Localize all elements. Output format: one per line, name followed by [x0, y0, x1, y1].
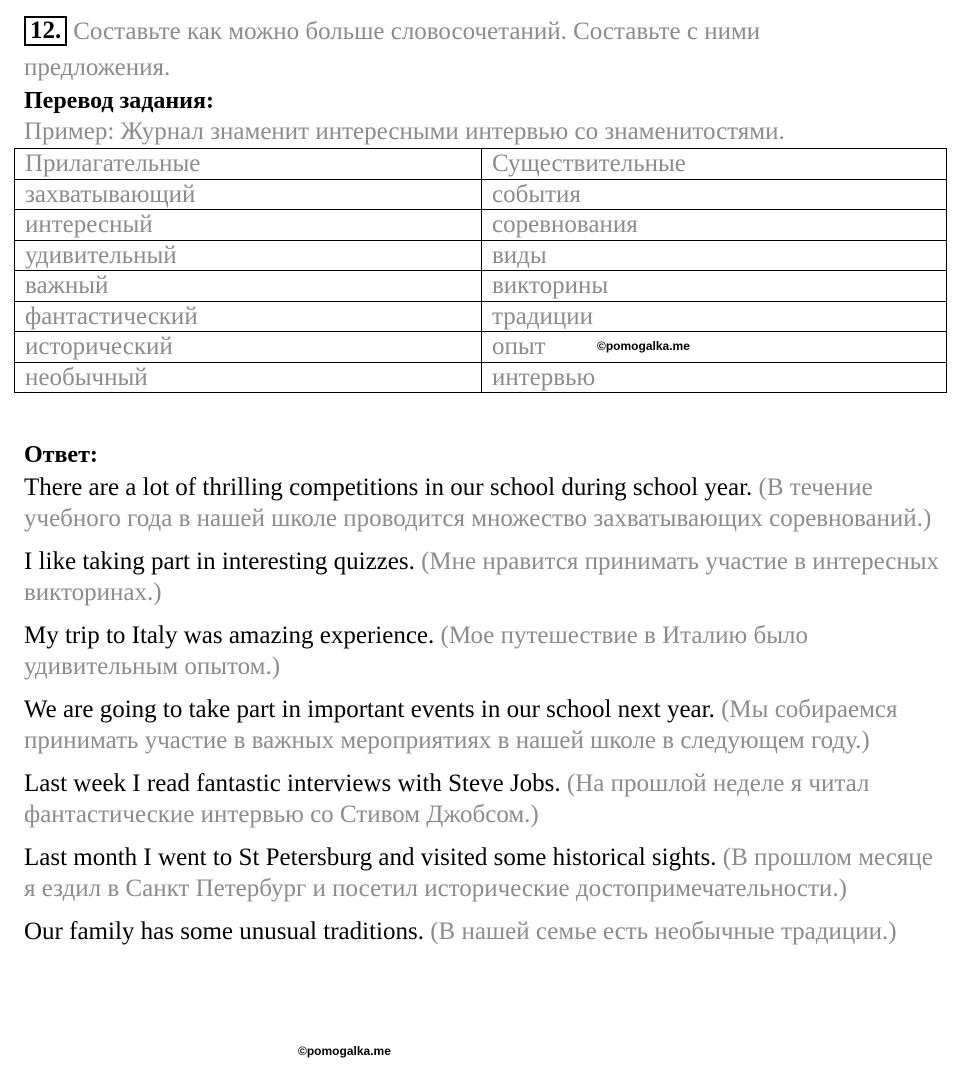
answer-russian: (Мы собираемся принимать участие в важных мероприятиях в нашей школе в следующем году.) — [24, 696, 898, 754]
table-row — [15, 271, 947, 302]
instruction-line-2: предложения. — [24, 54, 171, 81]
table-row — [15, 240, 947, 271]
header-nouns: Существительные — [482, 149, 947, 180]
word-table — [14, 148, 947, 393]
task-instruction — [24, 14, 948, 50]
adjective-cell: интересный — [15, 210, 482, 241]
answer-item — [24, 768, 944, 830]
noun-cell: соревнования — [482, 210, 947, 241]
table-row — [15, 301, 947, 332]
answer-russian: (В течение учебного года в нашей школе проводится множество захватывающих соревнований.) — [24, 474, 932, 532]
answer-item — [24, 472, 944, 534]
answer-english: I like taking part in interesting quizzes. — [24, 548, 415, 575]
adjective-cell: захватывающий — [15, 179, 482, 210]
noun-cell: события — [482, 179, 947, 210]
answer-russian: (На прошлой неделе я читал фантастические интервью со Стивом Джобсом.) — [24, 770, 870, 828]
noun-cell: викторины — [482, 271, 947, 302]
adjective-cell: исторический — [15, 332, 482, 363]
answer-russian: (Мне нравится принимать участие в интересных викторинах.) — [24, 548, 940, 606]
instruction-line-1: Составьте как можно больше словосочетаний. Составьте с ними — [73, 18, 761, 45]
answer-english: Last week I read fantastic interviews with Steve Jobs. — [24, 770, 561, 797]
answer-english: Last month I went to St Petersburg and visited some historical sights. — [24, 844, 717, 871]
table-row — [15, 362, 947, 393]
noun-cell: опыт — [482, 332, 947, 363]
header-adjectives: Прилагательные — [15, 149, 482, 180]
noun-cell: интервью — [482, 362, 947, 393]
adjective-cell: удивительный — [15, 240, 482, 271]
answer-title: Ответ: — [24, 442, 98, 468]
answer-item — [24, 916, 944, 947]
answer-english: My trip to Italy was amazing experience. — [24, 622, 435, 649]
adjective-cell: фантастический — [15, 301, 482, 332]
table-row — [15, 210, 947, 241]
watermark-bottom: ©pomogalka.me — [298, 1044, 391, 1058]
table-header-row — [15, 149, 947, 180]
answer-russian: (Мое путешествие в Италию было удивительным опытом.) — [24, 622, 808, 680]
example-sentence: Пример: Журнал знаменит интересными интервью со знаменитостями. — [24, 118, 785, 145]
answer-russian: (В прошлом месяце я ездил в Санкт Петербург и посетил исторические достопримечательности.) — [24, 844, 933, 902]
answer-russian: (В нашей семье есть необычные традиции.) — [430, 918, 897, 945]
answer-item — [24, 546, 944, 608]
answer-item — [24, 694, 944, 756]
noun-cell: традиции — [482, 301, 947, 332]
adjective-cell: необычный — [15, 362, 482, 393]
answer-item — [24, 620, 944, 682]
answer-item — [24, 842, 944, 904]
table-row — [15, 179, 947, 210]
translation-heading: Перевод задания: — [24, 88, 214, 114]
adjective-cell: важный — [15, 271, 482, 302]
watermark-table: ©pomogalka.me — [597, 339, 690, 353]
task-number: 12. — [24, 16, 67, 46]
noun-cell: виды — [482, 240, 947, 271]
answer-english: There are a lot of thrilling competitions in our school during school year. — [24, 474, 753, 501]
answer-section — [24, 440, 944, 959]
answer-english: Our family has some unusual traditions. — [24, 918, 424, 945]
answer-english: We are going to take part in important events in our school next year. — [24, 696, 715, 723]
table-row — [15, 332, 947, 363]
task-header — [24, 14, 948, 148]
